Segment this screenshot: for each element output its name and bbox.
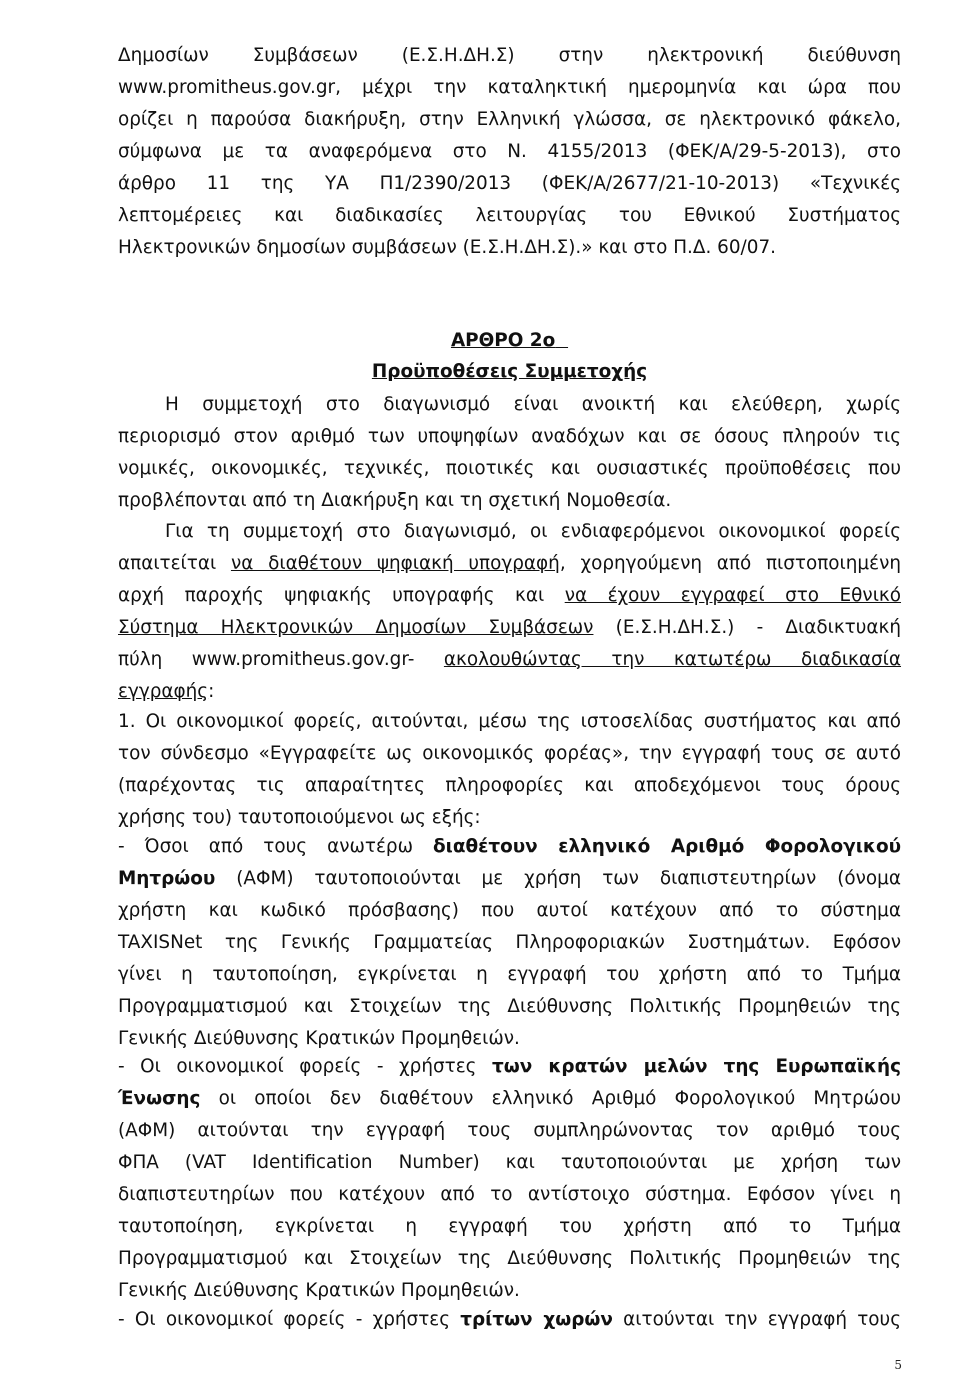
text-line: περιορισμό στον αριθμό των υποψηφίων αναδόχων και σε όσους πληρούν τις: [118, 426, 901, 447]
text-line: Δημοσίων Συμβάσεων (Ε.Σ.Η.ΔΗ.Σ) στην ηλεκτρονική διεύθυνση: [118, 45, 901, 66]
text-line: - Οι οικονομικοί φορείς - χρήστες των κρατών μελών της Ευρωπαϊκής: [118, 1056, 901, 1077]
text-line: (παρέχοντας τις απαραίτητες πληροφορίες και αποδεχόμενοι τους όρους: [118, 775, 901, 796]
text-line: απαιτείται να διαθέτουν ψηφιακή υπογραφή, χορηγούμενη από πιστοποιημένη: [118, 553, 901, 574]
text-line: (ΑΦΜ) αιτούνται την εγγραφή τους συμπληρώνοντας τον αριθμό τους: [118, 1120, 901, 1141]
text-line: προβλέπονται από τη Διακήρυξη και τη σχετική Νομοθεσία.: [118, 490, 672, 511]
text-line: σύμφωνα με τα αναφερόμενα στο Ν. 4155/2013 (ΦΕΚ/Α/29-5-2013), στο: [118, 141, 901, 162]
text-line: άρθρο 11 της ΥΑ Π1/2390/2013 (ΦΕΚ/Α/2677/21-10-2013) «Τεχνικές: [118, 173, 901, 194]
text-line: διαπιστευτηρίων που κατέχουν από το αντίστοιχο σύστημα. Εφόσον γίνει η: [118, 1184, 901, 1205]
text-line: - Όσοι από τους ανωτέρω διαθέτουν ελληνικό Αριθμό Φορολογικού: [118, 836, 901, 857]
article-number: [118, 325, 901, 357]
bold-phrase: τρίτων χωρών: [460, 1309, 613, 1330]
text-line: αρχή παροχής ψηφιακής υπογραφής και να έχουν εγγραφεί στο Εθνικό: [118, 585, 902, 606]
page-number: 5: [894, 1358, 902, 1372]
text-line: λεπτομέρειες και διαδικασίες λειτουργίας του Εθνικού Συστήματος: [118, 205, 901, 226]
text-line: εγγραφής:: [118, 681, 215, 702]
text-line: Ένωσης οι οποίοι δεν διαθέτουν ελληνικό Αριθμό Φορολογικού Μητρώου: [118, 1088, 901, 1109]
text-line: Γενικής Διεύθυνσης Κρατικών Προμηθειών.: [118, 1028, 520, 1049]
text-line: γίνει η ταυτοποίηση, εγκρίνεται η εγγραφή του χρήστη από το Τμήμα: [118, 964, 901, 985]
text-line: Προγραμματισμού και Στοιχείων της Διεύθυνσης Πολιτικής Προμηθειών της: [118, 996, 901, 1017]
article-title: [118, 356, 901, 388]
bold-phrase: των κρατών μελών της Ευρωπαϊκής: [492, 1056, 901, 1077]
text-line: ορίζει η παρούσα διακήρυξη, στην Ελληνική γλώσσα, σε ηλεκτρονικό φάκελο,: [118, 109, 901, 130]
text-line: ΦΠΑ (VAT Identification Number) και ταυτοποιούνται με χρήση των: [118, 1152, 901, 1173]
bold-phrase: Μητρώου: [118, 868, 216, 889]
text-line: TAXISNet της Γενικής Γραμματείας Πληροφοριακών Συστημάτων. Εφόσον: [118, 932, 901, 953]
registration-requirement: να έχουν εγγραφεί στο Εθνικό: [564, 585, 902, 606]
text-line: τον σύνδεσμο «Εγγραφείτε ως οικονομικός φορέας», την εγγραφή τους σε αυτό: [118, 743, 901, 764]
bold-phrase: Ένωσης: [118, 1088, 201, 1109]
text-line: πύλη www.promitheus.gov.gr- ακολουθώντας την κατωτέρω διαδικασία: [118, 649, 902, 670]
digital-signature-requirement: να διαθέτουν ψηφιακή υπογραφή: [230, 553, 560, 574]
text-line: Προγραμματισμού και Στοιχείων της Διεύθυνσης Πολιτικής Προμηθειών της: [118, 1248, 901, 1269]
article-number-text: ΑΡΘΡΟ 2ο: [450, 330, 556, 351]
text-line: Μητρώου (ΑΦΜ) ταυτοποιούνται με χρήση των διαπιστευτηρίων (όνομα: [118, 868, 901, 889]
article-title-text: Προϋποθέσεις Συμμετοχής: [371, 361, 648, 382]
text-line: www.promitheus.gov.gr, μέχρι την καταληκτική ημερομηνία και ώρα που: [118, 77, 901, 98]
text-line: Γενικής Διεύθυνσης Κρατικών Προμηθειών.: [118, 1280, 520, 1301]
text-line: Η συμμετοχή στο διαγωνισμό είναι ανοικτή και ελεύθερη, χωρίς: [165, 394, 901, 415]
text-line: νομικές, οικονομικές, τεχνικές, ποιοτικές και ουσιαστικές προϋποθέσεις που: [118, 458, 901, 479]
text-line: Ηλεκτρονικών δημοσίων συμβάσεων (Ε.Σ.Η.ΔΗ.Σ).» και στο Π.Δ. 60/07.: [118, 237, 776, 258]
text-line: χρήσης του) ταυτοποιούμενοι ως εξής:: [118, 807, 481, 828]
registration-word: εγγραφής: [118, 681, 209, 702]
text-line: Για τη συμμετοχή στο διαγωνισμό, οι ενδιαφερόμενοι οικονομικοί φορείς: [165, 521, 901, 542]
text-line: 1. Οι οικονομικοί φορείς, αιτούνται, μέσω της ιστοσελίδας συστήματος και από: [118, 711, 901, 732]
procedure-text: ακολουθώντας την κατωτέρω διαδικασία: [443, 649, 902, 670]
bold-phrase: διαθέτουν ελληνικό Αριθμό Φορολογικού: [433, 836, 901, 857]
text-line: - Οι οικονομικοί φορείς - χρήστες τρίτων χωρών αιτούνται την εγγραφή τους: [118, 1309, 901, 1330]
system-name: Σύστημα Ηλεκτρονικών Δημοσίων Συμβάσεων: [118, 617, 594, 638]
text-line: χρήστη και κωδικό πρόσβασης) που αυτοί κατέχουν από το σύστημα: [118, 900, 901, 921]
text-line: ταυτοποίηση, εγκρίνεται η εγγραφή του χρήστη από το Τμήμα: [118, 1216, 901, 1237]
text-line: Σύστημα Ηλεκτρονικών Δημοσίων Συμβάσεων (Ε.Σ.Η.ΔΗ.Σ.) - Διαδικτυακή: [118, 617, 901, 638]
